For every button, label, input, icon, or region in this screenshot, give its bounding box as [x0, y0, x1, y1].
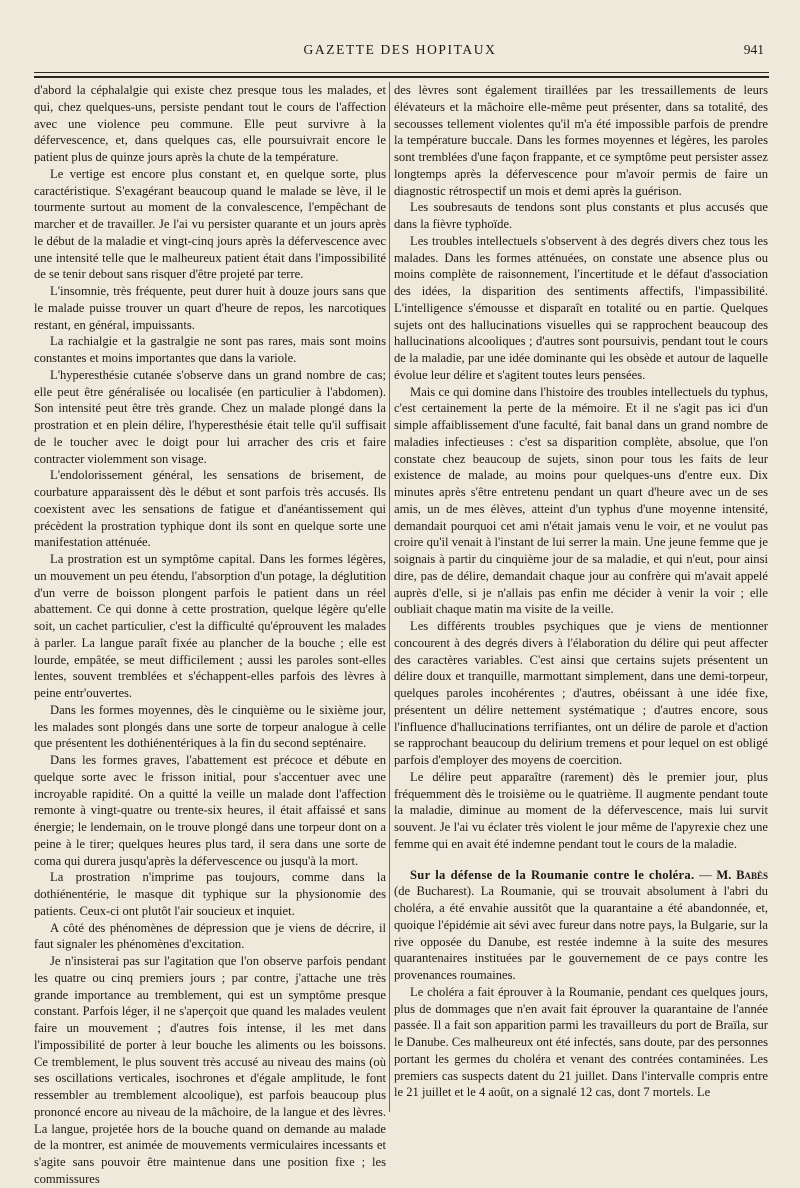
article-text: La Roumanie, qui se trouvait absolument à l'abri du choléra, a été envahie aussitôt que la quarantaine a été abandonnée, et, quoique l'épidémie ait sévi avec fureur dans notre pays, la Bulgarie, sur la rive opposée du Danube, est restée indemne à la suite des mesures quarantenaires instituées par le gouvernement de ce pays contre les provenances roumaines.	[394, 884, 768, 982]
paragraph: Le délire peut apparaître (rarement) dès le premier jour, plus fréquemment dès le troisième ou le quatrième. Il augmente pendant toute la maladie, diminue au moment de la défervescence, mais lui survit souvent. Je l'ai vu éclater très violent le jour même de l'apyrexie chez une femme qui en avait été indemne pendant tout le cours de la maladie.	[394, 769, 768, 851]
paragraph: Les troubles intellectuels s'observent à des degrés divers chez tous les malades. Dans les formes atténuées, on constate une absence plus ou moins complète de raisonnement, l'incertitude et le défaut d'association des idées, la disparition des sentiments affectifs, l'impassibilité. L'intelligence s'émousse et disparaît en totalité ou en partie. Quelques sujets ont des hallucinations visuelles qui se rapprochent beaucoup des hallucinations alcooliques ; d'autres sont poursuivis, pendant tout le cours de la maladie, par une idée dominante qui les obsède et autour de laquelle évolue leur délire et s'agitent toutes leurs pensées.	[394, 233, 768, 382]
paragraph: d'abord la céphalalgie qui existe chez presque tous les malades, et qui, chez quelques-uns, persiste pendant tout le cours de l'affection avec une violence peu commune. Elle peut survivre à la défervescence, et, dans quelques cas, elle poursuivrait encore le patient plus de quinze jours après la chute de la température.	[34, 83, 386, 164]
paragraph: L'endolorissement général, les sensations de brisement, de courbature apparaissent dès le début et sont parfois très accusés. Ils coexistent avec les sensations de fatigue et d'anéantissement qui précèdent la prostration typhique dont ils sont en quelque sorte une manifestation atténuée.	[34, 468, 386, 550]
page-number: 941	[743, 42, 764, 57]
paragraph: Je n'insisterai pas sur l'agitation que l'on observe parfois pendant les quatre ou cinq premiers jours ; par contre, j'attache une très grande importance au tremblement, qui est un symptôme presque constant. Parfois léger, il ne s'aperçoit que quand les malades veulent faire un mouvement ; d'autres fois intense, il les met dans l'impossibilité de porter à leur bouche les aliments ou les boissons. Ce tremblement, le plus souvent très accusé au niveau des mains (où ses oscillations verticales, isochrones et d'égale amplitude, le font ressembler au tremblement alcoolique), est parfois beaucoup plus prononcé encore au niveau de la mâchoire, de la langue et des lèvres. La langue, projetée hors de la bouche quand on demande au malade de la montrer, est animée de mouvements vermiculaires incessants et s'agite sans pouvoir être maintenue dans une position fixe ; les commissures	[34, 954, 386, 1186]
article-title: Sur la défense de la Roumanie contre le choléra.	[410, 867, 695, 882]
paragraph: Les différents troubles psychiques que je viens de mentionner concourent à des degrés divers à l'élaboration du délire qui peut affecter des caractères variables. C'est ainsi que certains sujets présentent un délire doux et tranquille, marmottant simplement, dans une demi-torpeur, quelques paroles incohérentes ; d'autres, obéissant à une idée fixe, présentent un délire nettement systématique ; d'autres encore, sous l'influence d'hallucinations terrifiantes, ont un délire de parole et d'action se rapprochant beaucoup du delirium tremens et pour lequel on est obligé parfois d'employer des moyens de coercition.	[394, 619, 768, 767]
paragraph: Mais ce qui domine dans l'histoire des troubles intellectuels du typhus, c'est certainement la perte de la mémoire. Et il ne s'agit pas ici d'un simple affaiblissement d'une faculté, fait banal dans un grand nombre de maladies infectieuses : c'est sa disparition complète, absolue, que l'on constate chez beaucoup de sujets, sinon pour tous les faits de leur existence de malade, au moins pour quelques-uns d'entre eux. Dix minutes après s'être entretenu pendant un quart d'heure avec un de ses amis, un de mes élèves, atteint d'un typhus d'une moyenne intensité, demandait pourquoi cet ami n'était jamais venu le voir, et ne voulut pas croire qu'il venait à l'instant de lui serrer la main. Une jeune femme que je soignais à partir du cinquième jour de sa maladie, et qui n'eut, pour ainsi dire, pas de délire, demandait chaque jour au confrère qui m'avait appelé auprès d'elle, si je n'allais pas enfin me décider à venir la voir ; elle oubliait chaque matin ma visite de la veille.	[394, 384, 768, 617]
paragraph: La rachialgie et la gastralgie ne sont pas rares, mais sont moins constantes et moins importantes que dans la variole.	[34, 334, 386, 365]
paragraph: L'hyperesthésie cutanée s'observe dans un grand nombre de cas; elle peut être généralisée ou localisée (en particulier à l'abdomen). Son intensité peut être très grande. Chez un malade plongé dans la prostration et en plein délire, l'hyperesthésie était telle qu'il suffisait de le toucher avec le doigt pour lui arracher des cris et faire contracter violemment son visage.	[34, 367, 386, 466]
title-dash: —	[694, 867, 717, 882]
header-rule	[34, 72, 769, 73]
column-divider	[389, 82, 390, 1112]
article-first-paragraph	[394, 867, 768, 984]
right-column	[394, 82, 768, 1122]
paragraph: Dans les formes graves, l'abattement est précoce et débute en quelque sorte avec le frisson initial, pour s'accentuer avec une incroyable rapidité. On a quitté la veille un malade dont l'affection remonte à vingt-quatre ou trente-six heures, il était affaissé et sans énergie; le lendemain, on le trouve plongé dans une torpeur dont on a peine à le tirer; quelques heures plus tard, il sera dans une sorte de coma qui durera jusqu'après la défervescence ou jusqu'à la mort.	[34, 753, 386, 868]
paragraph: Les soubresauts de tendons sont plus constants et plus accusés que dans la fièvre typhoïde.	[394, 200, 768, 231]
paragraph: des lèvres sont également tiraillées par les tressaillements de leurs élévateurs et la mâchoire elle-même peut présenter, dans sa totalité, des secousses tellement violentes qu'il m'a été impossible parfois de prendre la température buccale. Dans les formes moyennes et légères, les paroles sont tremblées d'une façon frappante, et ce symptôme peut persister assez longtemps après la défervescence pour m'avoir permis de faire un diagnostic rétrospectif un mois et demi après la guérison.	[394, 83, 768, 198]
paragraph: Dans les formes moyennes, dès le cinquième ou le sixième jour, les malades sont plongés dans une sorte de torpeur analogue à celle que présentent les dothiénentériques à la fin du second septénaire.	[34, 702, 386, 751]
paragraph: Le vertige est encore plus constant et, en quelque sorte, plus caractéristique. S'exagérant beaucoup quand le malade se lève, il le tourmente surtout au moment de la convalescence, l'empêchant de marcher et de travailler. Je l'ai vu persister quarante et un jours après le début de la maladie et vingt-cinq jours après la défervescence avec une intensité telle que le malheureux patient était dans l'impossibilité de se tenir debout sans risquer d'être projeté par terre.	[34, 166, 386, 282]
paragraph: A côté des phénomènes de dépression que je viens de décrire, il faut signaler les phénomènes d'excitation.	[34, 920, 386, 952]
author-affiliation: (de Bucharest).	[394, 884, 475, 899]
article-author: M. Babès	[716, 867, 768, 882]
paragraph: Le choléra a fait éprouver à la Roumanie, pendant ces quelques jours, plus de dommages que n'en avait fait éprouver la quarantaine de l'année passée. Il a fait son apparition parmi les travailleurs du port de Braïla, sur le Danube. Ces malheureux ont été infectés, sans doute, par des personnes portant les germes du choléra et venant des contrées contaminées. Les premiers cas suspects datent du 21 juillet. Dans l'intervalle compris entre le 21 juillet et le 4 août, on a signalé 12 cas, dont 7 mortels. Le	[394, 984, 768, 1100]
paragraph: La prostration est un symptôme capital. Dans les formes légères, un mouvement un peu étendu, l'absorption d'un potage, la déglutition d'un verre de boisson plongent parfois le patient dans un réel abattement. Ce qui donne à cette prostration, quelque légère qu'elle soit, un cachet particulier, c'est la difficulté qu'éprouvent les malades à parler. La langue paraît fixée au plancher de la bouche ; elle est lourde, empâtée, se meut difficilement ; aussi les paroles sont-elles lentes, souvent tremblées et s'échappent-elles parfois des lèvres à peine entr'ouvertes.	[34, 552, 386, 700]
paragraph: La prostration n'imprime pas toujours, comme dans la dothiénentérie, le masque dit typhique sur la physionomie des patients. Ceux-ci ont plutôt l'air soucieux et inquiet.	[34, 870, 386, 918]
page-header	[0, 38, 800, 64]
paragraph: L'insomnie, très fréquente, peut durer huit à douze jours sans que le malade puisse trouver un quart d'heure de repos, les narcotiques restant, en général, impuissants.	[34, 284, 386, 332]
left-column	[34, 82, 386, 1186]
running-head: GAZETTE DES HOPITAUX	[303, 42, 497, 57]
header-rule-thick	[34, 76, 769, 78]
